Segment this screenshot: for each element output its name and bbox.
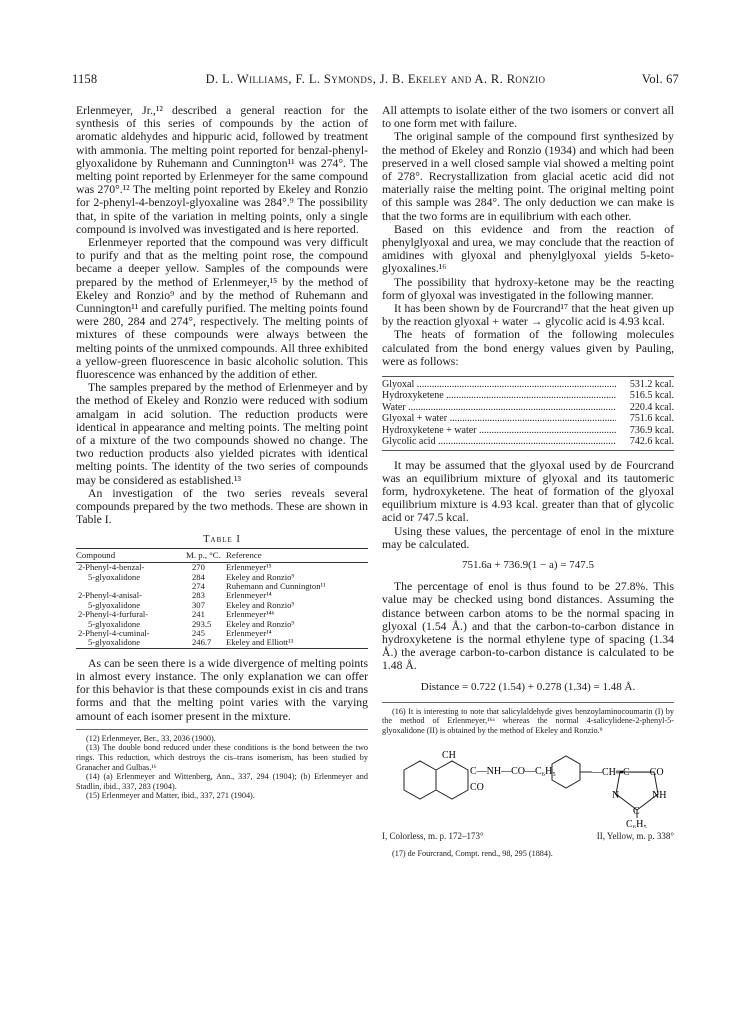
table-cell: Erlenmeyer¹⁴ bbox=[226, 590, 272, 601]
footnote: (15) Erlenmeyer and Matter, ibid., 337, 271 (1904). bbox=[86, 791, 255, 801]
table-cell: Ruhemann and Cunnington¹¹ bbox=[226, 580, 326, 591]
table-cell: 283 bbox=[192, 590, 205, 601]
table-cell: 270 bbox=[192, 562, 205, 573]
phenyl-label: C₆H₅ bbox=[626, 818, 647, 828]
running-header bbox=[72, 72, 679, 88]
table-cell: 2-Phenyl-4-cuminal- bbox=[78, 627, 150, 638]
paragraph: The possibility that hydroxy-ketone may be the reacting form of glyoxal was investigated in the following manner. bbox=[382, 275, 674, 302]
melting-point-table bbox=[76, 548, 368, 649]
heat-value: 220.4 kcal. bbox=[629, 401, 674, 413]
page-number: 1158 bbox=[72, 72, 98, 86]
molecule-name: Water ..... bbox=[382, 402, 616, 413]
volume: Vol. 67 bbox=[641, 72, 679, 86]
table-cell: 245 bbox=[192, 627, 205, 638]
co-label: CO bbox=[470, 781, 484, 793]
heat-value: 736.9 kcal. bbox=[629, 424, 674, 436]
paragraph: Erlenmeyer, Jr.,¹² described a general reaction for the synthesis of this series of compounds by the action of aromatic aldehydes and hippuric acid, followed by treatment with ammonia. The melting point reported for benzal-phenyl-glyoxalidone by Ruhemann and Cunnington¹¹ was 274°. The melting point reported by Erlenmeyer for the same compound was 270°.¹² The melting point reported by Ekeley and Ronzio for 2-phenyl-4-benzoyl-glyoxaline was 284°.⁹ The possibility that, in spite of the variation in melting points, only a single compound is involved was investigated and is here reported. bbox=[76, 104, 368, 236]
footnote: (12) Erlenmeyer, Ber., 33, 2036 (1900). bbox=[86, 733, 216, 743]
structure-drawing bbox=[382, 740, 674, 828]
table-cell: 2-Phenyl-4-furfural- bbox=[78, 609, 149, 620]
left-column bbox=[76, 104, 368, 801]
paragraph: The original sample of the compound first synthesized by the method of Ekeley and Ronzio (1934) and which had been preserved in a well closed sample vial showed a melting point of 278°. Recrystallization from glacial acetic acid did not materially raise the melting point. The original melting point of this sample was 284°. The only deduction we can make is that the two forms are in equilibrium with each other. bbox=[382, 130, 674, 223]
table-cell: Ekeley and Ronzio⁹ bbox=[226, 599, 295, 610]
ch-label: CH bbox=[442, 749, 456, 761]
table-title: Table I bbox=[203, 533, 241, 545]
footnote: (16) It is interesting to note that salicylaldehyde gives benzoylaminocoumarin (I) by the method of Erlenmeyer,¹⁶ᵃ whereas the normal 4-salicylidene-2-phenyl-5-glyoxalidone (II) is obtained by the method of Ekeley and Ronzio.⁹ bbox=[382, 706, 674, 735]
table-cell: 274 bbox=[192, 580, 205, 591]
molecule-name: Glycolic acid ..... bbox=[382, 436, 616, 447]
heat-value: 751.6 kcal. bbox=[629, 413, 674, 425]
table-cell: 284 bbox=[192, 571, 205, 582]
paragraph: It may be assumed that the glyoxal used by de Fourcrand was an equilibrium mixture of glyoxal and its tautomeric form, hydroxyketene. The heat of formation of the glyoxal equilibrium mixture is 4.93 kcal. greater than that of glycolic acid or 747.5 kcal. bbox=[382, 458, 674, 525]
pyrone-ring bbox=[436, 761, 468, 799]
heat-value: 742.6 kcal. bbox=[629, 436, 674, 448]
footnote: (13) The double bond reduced under these conditions is the bond between the two rings. This reduction, which destroys the cis–trans isomerism, has been studied by Granacher and Gulbas.¹⁶ bbox=[76, 743, 368, 772]
table-cell: 241 bbox=[192, 609, 205, 620]
table-row bbox=[382, 379, 674, 390]
molecule-name: Hydroxyketene ..... bbox=[382, 390, 616, 401]
heat-value: 516.5 kcal. bbox=[629, 390, 674, 402]
footnote-17: (17) de Fourcrand, Compt. rend., 98, 295 (1884). bbox=[392, 848, 553, 858]
paragraph: Erlenmeyer reported that the compound was very difficult to purify and that as the melting point rose, the compound became a deeper yellow. Samples of the compounds were prepared by the method of Erlenmeyer,¹⁵ by the method of Ekeley and Ronzio⁹ and by the method of Ruhemann and Cunnington¹¹ and carefully purified. The melting points found were 280, 284 and 274°, respectively. The melting points of mixtures of these compounds were always between the melting points of the unmixed compounds. All three exhibited a yellow-green fluorescence in basic alcoholic solution. This fluorescence was enhanced by the addition of ether. bbox=[76, 236, 368, 382]
table-header: Reference bbox=[226, 548, 368, 562]
benzene-ring-1 bbox=[404, 761, 436, 799]
table-row bbox=[382, 402, 674, 413]
table-cell: 2-Phenyl-4-benzal- bbox=[78, 562, 145, 573]
heat-value: 531.2 kcal. bbox=[629, 379, 674, 391]
n-label: N bbox=[612, 789, 620, 801]
table-cell: Ekeley and Elliott¹³ bbox=[226, 637, 294, 648]
molecule-name: Hydroxyketene + water ..... bbox=[382, 425, 616, 436]
footnotes bbox=[76, 729, 368, 801]
table-row bbox=[382, 413, 674, 424]
table-cell: 293.5 bbox=[192, 618, 212, 629]
paragraph: It has been shown by de Fourcrand¹⁷ that the heat given up by the reaction glyoxal + water → glycolic acid is 4.93 kcal. bbox=[382, 302, 674, 329]
enol-equation: 751.6a + 736.9(1 − a) = 747.5 bbox=[462, 558, 594, 571]
table-cell: Erlenmeyer¹⁴ bbox=[226, 627, 272, 638]
paragraph: An investigation of the two series reveals several compounds prepared by the two methods. These are shown in Table I. bbox=[76, 486, 368, 527]
table-header: Compound bbox=[76, 548, 186, 562]
paragraph: Using these values, the percentage of enol in the mixture may be calculated. bbox=[382, 524, 674, 551]
paragraph: As can be seen there is a wide divergence of melting points in almost every instance. The only explanation we can offer for this behavior is that these compounds exist in cis and trans forms and that the melting point varies with the varying amount of each isomer present in the mixture. bbox=[76, 656, 368, 723]
table-header: M. p., °C. bbox=[186, 548, 226, 562]
table-row bbox=[382, 390, 674, 401]
nh-label: NH bbox=[652, 789, 667, 801]
chain-label: C—NH—CO—C₆H₅ bbox=[470, 765, 556, 777]
table-row bbox=[382, 425, 674, 436]
table-cell: Ekeley and Ronzio⁹ bbox=[226, 618, 295, 629]
table-row bbox=[382, 436, 674, 447]
structure-captions bbox=[382, 830, 674, 843]
table-cell: Ekeley and Ronzio⁹ bbox=[226, 571, 295, 582]
paragraph: The percentage of enol is thus found to be 27.8%. This value may be checked using bond distances. Assuming the distance between carbon atoms to be the normal spacing in glyoxal (1.54 Å.) and that the carbon-to-carbon distance in hydroxyketene is the normal ethylene type of spacing (1.34 Å.) the average carbon-to-carbon distance is calculated to be 1.48 Å. bbox=[382, 580, 674, 673]
table-cell: 246.7 bbox=[192, 637, 212, 648]
paragraph: Based on this evidence and from the reaction of phenylglyoxal and urea, we may conclude that the reaction of amidines with glyoxal and phenylglyoxal yields 5-keto-glyoxalines.¹⁶ bbox=[382, 222, 674, 276]
molecule-name: Glyoxal ..... bbox=[382, 379, 616, 390]
molecule-name: Glyoxal + water ..... bbox=[382, 413, 616, 424]
chemical-structures bbox=[382, 740, 674, 828]
paragraph: All attempts to isolate either of the two isomers or convert all to one form met with failure. bbox=[382, 104, 674, 131]
table-cell: 5-glyoxalidone bbox=[88, 571, 141, 582]
table-cell: 307 bbox=[192, 599, 205, 610]
paragraph: The heats of formation of the following molecules calculated from the bond energy values given by Pauling, were as follows: bbox=[382, 328, 674, 368]
footnote-16 bbox=[382, 702, 674, 736]
caption-compound-1: I, Colorless, m. p. 172–173° bbox=[382, 830, 484, 841]
distance-equation: Distance = 0.722 (1.54) + 0.278 (1.34) = 1.48 Å. bbox=[420, 680, 636, 693]
benzene-ring-2 bbox=[552, 756, 580, 788]
caption-compound-2: II, Yellow, m. p. 338° bbox=[596, 830, 674, 841]
c-label: C bbox=[633, 805, 640, 817]
table-cell: Erlenmeyer¹⁵ bbox=[226, 562, 272, 573]
table-cell: 5-glyoxalidone bbox=[88, 599, 141, 610]
table-cell: 5-glyoxalidone bbox=[88, 637, 141, 648]
paragraph: The samples prepared by the method of Erlenmeyer and by the method of Ekeley and Ronzio were reduced with sodium amalgam in acid solution. The reduction products were identical in appearance and melting points. The melting point of a mixture of the two compounds showed no change. The two reduction products also yielded picrates with identical melting points. The identity of the two series of compounds may be considered as established.¹³ bbox=[76, 381, 368, 487]
ch-chain-label: —CH═C——CO bbox=[592, 766, 664, 778]
heats-of-formation-table bbox=[382, 376, 674, 450]
authors: D. L. Williams, F. L. Symonds, J. B. Ekeley and A. R. Ronzio bbox=[205, 72, 546, 86]
table-cell: 5-glyoxalidone bbox=[88, 618, 141, 629]
table-cell: 2-Phenyl-4-anisal- bbox=[78, 590, 142, 601]
table-row bbox=[76, 638, 368, 648]
right-column bbox=[382, 104, 674, 860]
footnote: (14) (a) Erlenmeyer and Wittenberg, Ann., 337, 294 (1904); (b) Erlenmeyer and Stadlin, ibid., 337, 283 (1904). bbox=[76, 772, 368, 791]
table-cell: Erlenmeyer¹⁴ᵇ bbox=[226, 609, 275, 620]
